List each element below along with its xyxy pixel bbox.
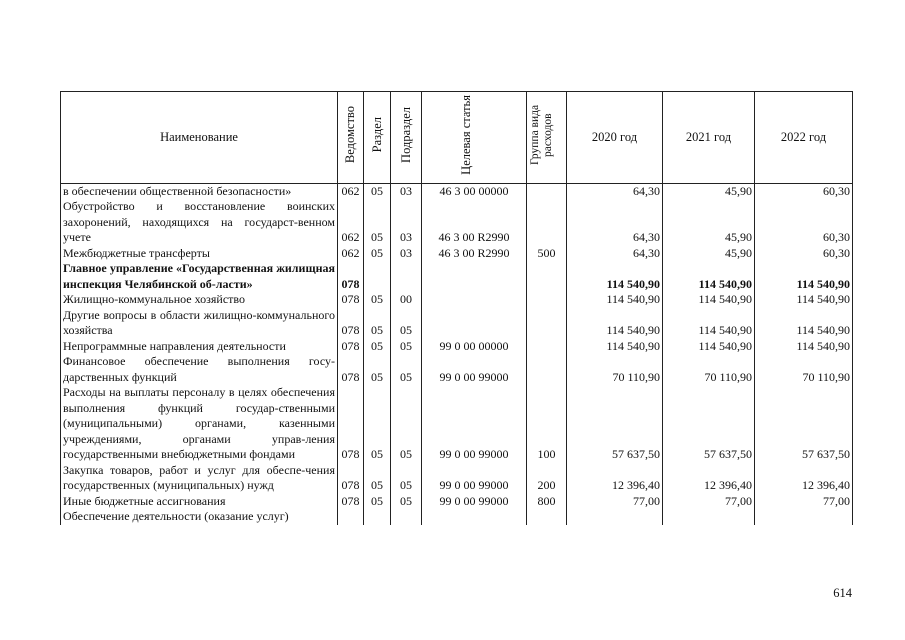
cell-razdel: 05: [364, 292, 391, 308]
cell-vedomstvo: 078: [338, 385, 364, 463]
cell-razdel: 05: [364, 354, 391, 385]
table-row: [61, 463, 853, 494]
cell-vedomstvo: 078: [338, 261, 364, 292]
cell-vedomstvo: 078: [338, 292, 364, 308]
cell-vid-rashodov: [527, 183, 567, 199]
cell-celevaya-statya: [422, 261, 527, 292]
cell-name: Другие вопросы в области жилищно-коммунального хозяйства: [61, 308, 338, 339]
cell-2022: 60,30: [755, 199, 853, 246]
table-row: [61, 339, 853, 355]
cell-celevaya-statya: 99 0 00 99000: [422, 385, 527, 463]
cell-vid-rashodov: [527, 199, 567, 246]
cell-name: Обустройство и восстановление воинских захоронений, находящихся на государст-венном учете: [61, 199, 338, 246]
cell-2022: 114 540,90: [755, 292, 853, 308]
cell-vedomstvo: 062: [338, 183, 364, 199]
cell-vedomstvo: 078: [338, 354, 364, 385]
cell-name: Иные бюджетные ассигнования: [61, 494, 338, 510]
cell-celevaya-statya: [422, 509, 527, 525]
cell-name: Межбюджетные трансферты: [61, 246, 338, 262]
cell-vid-rashodov: [527, 509, 567, 525]
header-2021: 2021 год: [663, 92, 755, 184]
header-vedomstvo: Ведомство: [338, 92, 364, 184]
cell-2020: 64,30: [567, 246, 663, 262]
cell-podrazdel: 05: [391, 339, 422, 355]
cell-razdel: 05: [364, 183, 391, 199]
header-2020: 2020 год: [567, 92, 663, 184]
cell-vedomstvo: 062: [338, 246, 364, 262]
cell-2021: 45,90: [663, 246, 755, 262]
budget-table: [60, 91, 853, 525]
header-celevaya-statya: Целевая статья: [422, 92, 527, 184]
cell-2021: 57 637,50: [663, 385, 755, 463]
cell-razdel: 05: [364, 385, 391, 463]
cell-name: Обеспечение деятельности (оказание услуг): [61, 509, 338, 525]
cell-2021: 45,90: [663, 183, 755, 199]
cell-2022: 57 637,50: [755, 385, 853, 463]
header-name: Наименование: [61, 92, 338, 184]
cell-celevaya-statya: 46 3 00 00000: [422, 183, 527, 199]
cell-vid-rashodov: [527, 308, 567, 339]
cell-2020: 70 110,90: [567, 354, 663, 385]
cell-2021: 114 540,90: [663, 261, 755, 292]
table-row: [61, 494, 853, 510]
cell-2021: 12 396,40: [663, 463, 755, 494]
cell-2020: 12 396,40: [567, 463, 663, 494]
cell-2022: 114 540,90: [755, 339, 853, 355]
cell-razdel: 05: [364, 308, 391, 339]
cell-name: Финансовое обеспечение выполнения госу-дарственных функций: [61, 354, 338, 385]
cell-2020: 114 540,90: [567, 292, 663, 308]
cell-2022: 60,30: [755, 246, 853, 262]
cell-name: Главное управление «Государственная жилищная инспекция Челябинской об-ласти»: [61, 261, 338, 292]
cell-2020: 57 637,50: [567, 385, 663, 463]
cell-vid-rashodov: 100: [527, 385, 567, 463]
table-row: [61, 183, 853, 199]
cell-vedomstvo: 078: [338, 494, 364, 510]
cell-2022: 60,30: [755, 183, 853, 199]
cell-2021: 114 540,90: [663, 308, 755, 339]
cell-vedomstvo: 062: [338, 199, 364, 246]
cell-2020: 114 540,90: [567, 339, 663, 355]
cell-celevaya-statya: [422, 292, 527, 308]
cell-podrazdel: [391, 261, 422, 292]
cell-vedomstvo: 078: [338, 339, 364, 355]
table-row: [61, 199, 853, 246]
cell-2021: 45,90: [663, 199, 755, 246]
table-row: [61, 308, 853, 339]
cell-podrazdel: 03: [391, 199, 422, 246]
cell-celevaya-statya: 99 0 00 99000: [422, 463, 527, 494]
cell-celevaya-statya: 46 3 00 R2990: [422, 199, 527, 246]
cell-2021: 70 110,90: [663, 354, 755, 385]
table-row: [61, 385, 853, 463]
cell-2021: 77,00: [663, 494, 755, 510]
cell-vid-rashodov: 200: [527, 463, 567, 494]
table-row: [61, 354, 853, 385]
cell-vid-rashodov: [527, 339, 567, 355]
cell-razdel: 05: [364, 494, 391, 510]
cell-2021: 114 540,90: [663, 339, 755, 355]
cell-razdel: 05: [364, 339, 391, 355]
cell-2020: 77,00: [567, 494, 663, 510]
cell-vedomstvo: 078: [338, 463, 364, 494]
cell-podrazdel: [391, 509, 422, 525]
cell-podrazdel: 05: [391, 463, 422, 494]
cell-2021: 114 540,90: [663, 292, 755, 308]
cell-2020: 114 540,90: [567, 261, 663, 292]
cell-name: Непрограммные направления деятельности: [61, 339, 338, 355]
cell-podrazdel: 05: [391, 385, 422, 463]
table-row: [61, 292, 853, 308]
cell-vedomstvo: [338, 509, 364, 525]
cell-vedomstvo: 078: [338, 308, 364, 339]
cell-2022: 12 396,40: [755, 463, 853, 494]
cell-2022: [755, 509, 853, 525]
cell-name: в обеспечении общественной безопасности»: [61, 183, 338, 199]
cell-2020: 114 540,90: [567, 308, 663, 339]
cell-razdel: 05: [364, 199, 391, 246]
cell-podrazdel: 03: [391, 183, 422, 199]
cell-vid-rashodov: [527, 261, 567, 292]
cell-vid-rashodov: 800: [527, 494, 567, 510]
cell-celevaya-statya: 99 0 00 00000: [422, 339, 527, 355]
cell-2022: 77,00: [755, 494, 853, 510]
cell-celevaya-statya: 99 0 00 99000: [422, 354, 527, 385]
cell-razdel: 05: [364, 463, 391, 494]
cell-podrazdel: 05: [391, 494, 422, 510]
page-number: 614: [833, 586, 852, 600]
cell-razdel: 05: [364, 246, 391, 262]
cell-razdel: [364, 509, 391, 525]
header-2022: 2022 год: [755, 92, 853, 184]
cell-vid-rashodov: 500: [527, 246, 567, 262]
cell-razdel: [364, 261, 391, 292]
cell-celevaya-statya: 99 0 00 99000: [422, 494, 527, 510]
cell-vid-rashodov: [527, 354, 567, 385]
cell-2021: [663, 509, 755, 525]
header-gruppa-vida-rashodov: Группа вида расходов: [527, 92, 567, 184]
cell-2020: 64,30: [567, 183, 663, 199]
cell-name: Жилищно-коммунальное хозяйство: [61, 292, 338, 308]
table-row: [61, 509, 853, 525]
cell-2020: 64,30: [567, 199, 663, 246]
header-podrazdel: Подраздел: [391, 92, 422, 184]
cell-name: Расходы на выплаты персоналу в целях обеспечения выполнения функций государ-ственными (муниципальными) органами, казенными учреждениями, органами управ-ления государственными внебюджетными фондами: [61, 385, 338, 463]
cell-2020: [567, 509, 663, 525]
cell-2022: 70 110,90: [755, 354, 853, 385]
cell-celevaya-statya: [422, 308, 527, 339]
cell-podrazdel: 05: [391, 308, 422, 339]
header-razdel: Раздел: [364, 92, 391, 184]
cell-celevaya-statya: 46 3 00 R2990: [422, 246, 527, 262]
table-row: [61, 246, 853, 262]
cell-name: Закупка товаров, работ и услуг для обеспе-чения государственных (муниципальных) нужд: [61, 463, 338, 494]
cell-podrazdel: 00: [391, 292, 422, 308]
cell-2022: 114 540,90: [755, 308, 853, 339]
cell-podrazdel: 05: [391, 354, 422, 385]
table-header-row: [61, 92, 853, 184]
cell-vid-rashodov: [527, 292, 567, 308]
table-row: [61, 261, 853, 292]
cell-2022: 114 540,90: [755, 261, 853, 292]
cell-podrazdel: 03: [391, 246, 422, 262]
table-body: [61, 183, 853, 525]
